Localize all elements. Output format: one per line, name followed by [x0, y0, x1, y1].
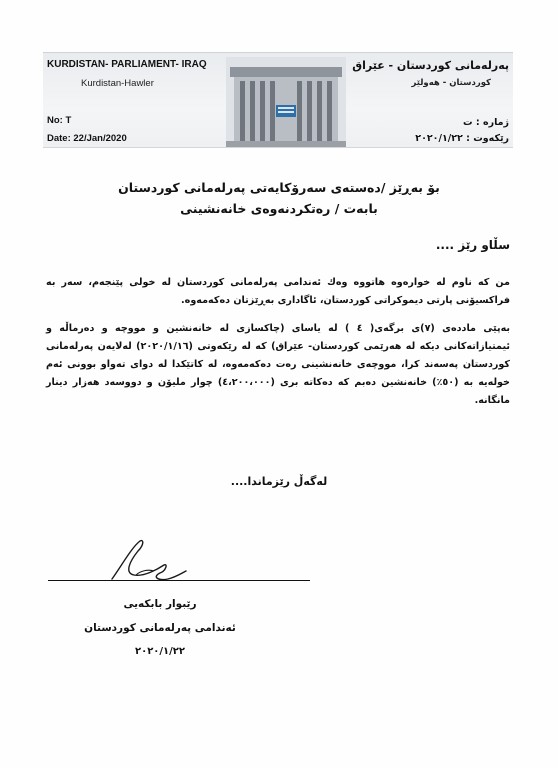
- date-kurdish: رێكەوت : ٢٠٢٠/١/٢٢: [415, 133, 509, 144]
- signature-line: [48, 580, 310, 581]
- paragraph-introduction: من كە ناوم لە خوارەوە هاتووە وەك ئەندامی پەرلەمانی كوردستان لە خولی پێنجەم، سەر بە فراكسیۆنی پارتی دیموكراتی كوردستان، ئاگاداری بەڕێزتان دەكەمەوە.: [46, 277, 510, 306]
- closing-line: لەگەڵ رێزماندا....: [230, 475, 328, 488]
- parliament-building-image: [226, 57, 346, 147]
- reference-number-kurdish: ژمارە : ت: [463, 117, 509, 128]
- paragraph-main: بەپێی ماددەی (٧)ی برگەی( ٤ ) لە یاسای (چاكسازی لە خانەنشین و مووچە و دەرماڵە و ئیمتیازاتەكانی دیكە لە هەرێمی كوردستان- عێراق) كە لە رێكەوتی (٢٠٢٠/١/١٦) لەلایەن پەرلەمانی كوردستان پەسەند كرا، مووچەی خانەنشینی رەت دەكەمەوە، لە كاتێكدا لە دوای تەواو بوونی ئەم خولەیە بە (٥٠٪) خانەنشین دەبم كە دەكاتە بری (٤،٢٠٠،٠٠٠) چوار ملیۆن و دووسەد هەزار دینار مانگانە.: [46, 323, 511, 406]
- letterhead: [43, 52, 513, 148]
- recipient-heading: بۆ بەڕێز /دەستەی سەرۆكایەتی پەرلەمانی كوردستان: [118, 180, 440, 195]
- parliament-kurdish-location: كوردستان - هەولێر: [411, 78, 491, 88]
- date-english: Date: 22/Jan/2020: [47, 133, 127, 144]
- parliament-english-title: KURDISTAN- PARLIAMENT- IRAQ: [47, 59, 207, 70]
- salutation: سڵاو رێز ....: [435, 238, 510, 252]
- letterhead-kurdish-block: [343, 53, 513, 147]
- letterhead-english-block: [43, 53, 233, 147]
- signatory-name: رێبوار بابكەیی: [123, 598, 197, 610]
- subject-heading: بابەت / رەتكردنەوەی خانەنشینی: [180, 201, 378, 216]
- signatory-title: ئەندامی پەرلەمانی كوردستان: [84, 622, 236, 634]
- signature-date: ٢٠٢٠/١/٢٢: [134, 646, 186, 657]
- reference-number-english: No: T: [47, 115, 72, 126]
- parliament-english-location: Kurdistan-Hawler: [81, 78, 154, 89]
- parliament-kurdish-title: پەرلەمانی كوردستان - عێراق: [352, 59, 509, 72]
- handwritten-signature: [40, 535, 310, 595]
